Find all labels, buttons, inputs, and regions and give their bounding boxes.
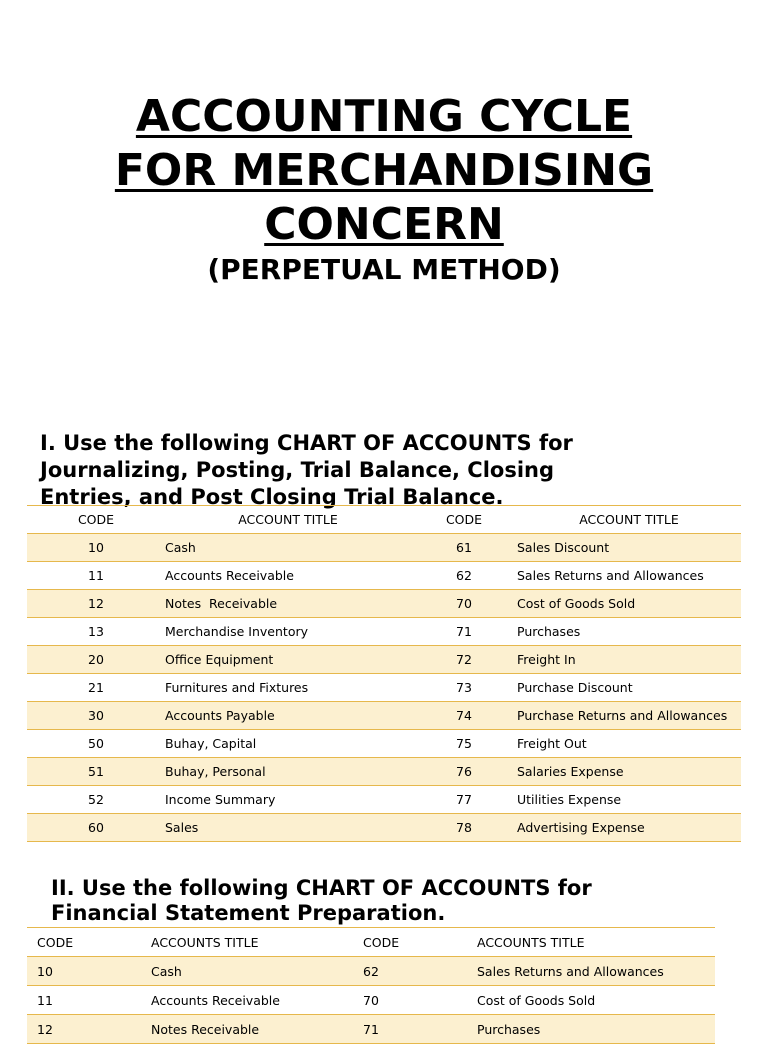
- chart-of-accounts-table-2: [27, 927, 715, 1044]
- account-code: 11: [88, 568, 104, 583]
- account-code: 12: [88, 596, 104, 611]
- account-code: 60: [88, 820, 104, 835]
- table-row: [27, 702, 741, 730]
- account-title: Sales Returns and Allowances: [477, 963, 664, 979]
- account-title: Buhay, Capital: [165, 736, 257, 751]
- account-code: 75: [456, 736, 472, 751]
- account-title: Freight In: [517, 652, 576, 667]
- title-line-3: CONCERN: [264, 199, 504, 250]
- table-row: [27, 674, 741, 702]
- account-code: 76: [456, 764, 472, 779]
- account-title: Sales: [165, 820, 199, 835]
- account-title: Utilities Expense: [517, 792, 622, 807]
- title-line-1: ACCOUNTING CYCLE: [135, 91, 633, 142]
- account-title: Sales Returns and Allowances: [517, 568, 704, 583]
- account-code: 10: [37, 963, 53, 979]
- account-title: Purchase Discount: [517, 680, 633, 695]
- account-code: 21: [88, 680, 104, 695]
- account-title: Merchandise Inventory: [165, 624, 309, 639]
- account-title: Buhay, Personal: [165, 764, 266, 779]
- account-code: 73: [456, 680, 472, 695]
- table-row: [27, 758, 741, 786]
- column-header-code: CODE: [37, 934, 74, 950]
- account-code: 12: [37, 1021, 53, 1037]
- account-title: Freight Out: [517, 736, 587, 751]
- column-header-account-title: ACCOUNT TITLE: [579, 512, 679, 527]
- account-title: Accounts Receivable: [165, 568, 294, 583]
- account-code: 20: [88, 652, 104, 667]
- table-row: [27, 646, 741, 674]
- section-2-heading-line-2: Financial Statement Preparation.: [51, 901, 446, 925]
- column-header-account-title: ACCOUNT TITLE: [238, 512, 338, 527]
- account-code: 50: [88, 736, 104, 751]
- account-title: Accounts Receivable: [151, 992, 280, 1008]
- column-header-accounts-title: ACCOUNTS TITLE: [477, 934, 585, 950]
- account-code: 70: [456, 596, 472, 611]
- account-title: Purchases: [477, 1021, 541, 1037]
- account-title: Cash: [165, 540, 196, 555]
- account-title: Accounts Payable: [165, 708, 275, 723]
- section-1-heading-line-1: I. Use the following CHART OF ACCOUNTS for: [40, 431, 573, 455]
- account-title: Notes Receivable: [151, 1021, 260, 1037]
- account-title: Purchase Returns and Allowances: [517, 708, 728, 723]
- table-header-row: [27, 506, 741, 534]
- account-title: Sales Discount: [517, 540, 610, 555]
- account-title: Salaries Expense: [517, 764, 624, 779]
- section-1-heading-line-3: Entries, and Post Closing Trial Balance.: [40, 485, 504, 509]
- account-title: Income Summary: [165, 792, 276, 807]
- table-row: [27, 590, 741, 618]
- account-code: 11: [37, 992, 53, 1008]
- table-header-row: [27, 928, 715, 957]
- account-code: 52: [88, 792, 104, 807]
- account-code: 71: [363, 1021, 379, 1037]
- section-2-heading: [51, 876, 592, 926]
- account-title: Advertising Expense: [517, 820, 645, 835]
- account-code: 51: [88, 764, 104, 779]
- account-code: 78: [456, 820, 472, 835]
- account-title: Cost of Goods Sold: [477, 992, 596, 1008]
- account-title: Office Equipment: [165, 652, 274, 667]
- title-line-2: FOR MERCHANDISING: [114, 145, 654, 196]
- column-header-code: CODE: [363, 934, 400, 950]
- account-code: 74: [456, 708, 472, 723]
- account-title: Purchases: [517, 624, 581, 639]
- account-code: 13: [88, 624, 104, 639]
- table-row: [27, 562, 741, 590]
- column-header-code: CODE: [445, 512, 483, 527]
- column-header-code: CODE: [77, 512, 115, 527]
- table-row: [27, 534, 741, 562]
- account-title: Furnitures and Fixtures: [165, 680, 309, 695]
- section-1-heading: [40, 430, 573, 511]
- account-code: 62: [456, 568, 472, 583]
- account-code: 62: [363, 963, 379, 979]
- account-title: Notes Receivable: [165, 596, 278, 611]
- account-code: 61: [456, 540, 472, 555]
- section-2-heading-line-1: II. Use the following CHART OF ACCOUNTS for: [51, 876, 592, 900]
- table-row: [27, 618, 741, 646]
- account-code: 77: [456, 792, 472, 807]
- account-code: 70: [363, 992, 379, 1008]
- table-row: [27, 814, 741, 842]
- account-title: Cash: [151, 963, 182, 979]
- table-row: [27, 730, 741, 758]
- table-row: [27, 986, 715, 1015]
- table-row: [27, 786, 741, 814]
- table-row: [27, 1015, 715, 1044]
- account-title: Cost of Goods Sold: [517, 596, 636, 611]
- table-row: [27, 957, 715, 986]
- column-header-accounts-title: ACCOUNTS TITLE: [151, 934, 259, 950]
- subtitle: (PERPETUAL METHOD): [207, 253, 561, 286]
- account-code: 72: [456, 652, 472, 667]
- section-1-heading-line-2: Journalizing, Posting, Trial Balance, Closing: [40, 458, 555, 482]
- account-code: 10: [88, 540, 104, 555]
- chart-of-accounts-table-1: [27, 505, 741, 842]
- account-code: 30: [88, 708, 104, 723]
- account-code: 71: [456, 624, 472, 639]
